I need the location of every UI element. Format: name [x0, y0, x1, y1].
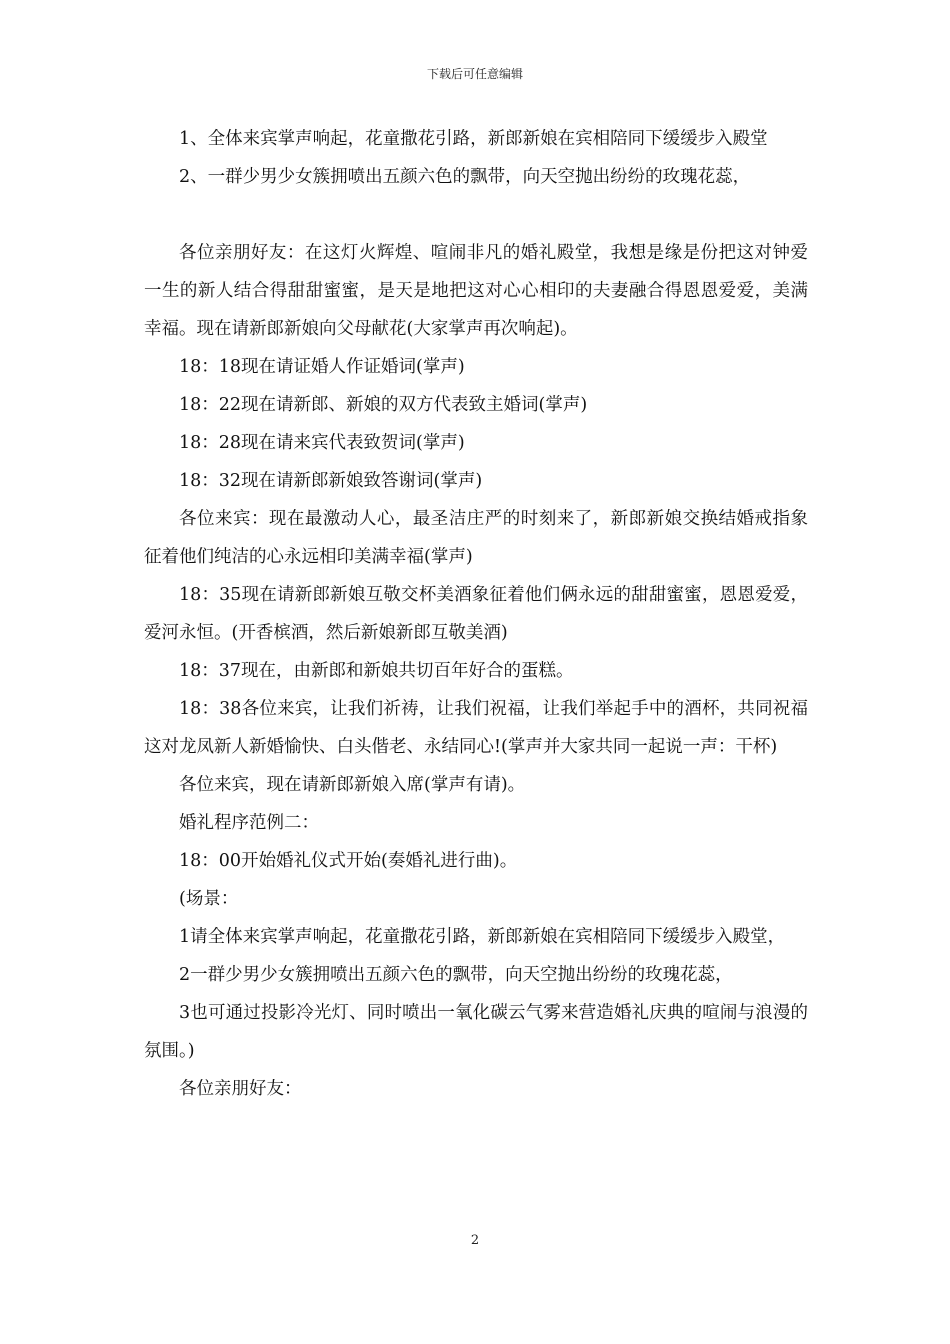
paragraph-15: (场景：	[179, 889, 239, 909]
document-body	[144, 120, 808, 1108]
paragraph-11: 18：38各位来宾，让我们祈祷，让我们祝福，让我们举起手中的酒杯，共同祝福这对龙凤新人新婚愉快、白头偕老、永结同心!(掌声并大家共同一起说一声：干杯)	[144, 699, 808, 757]
paragraph-19: 各位亲朋好友：	[179, 1079, 302, 1099]
paragraph-4: 18：18现在请证婚人作证婚词(掌声)	[179, 357, 465, 377]
paragraph-2: 2、一群少男少女簇拥喷出五颜六色的飘带，向天空抛出纷纷的玫瑰花蕊，	[179, 167, 751, 187]
paragraph-3: 各位亲朋好友：在这灯火辉煌、喧闹非凡的婚礼殿堂，我想是缘是份把这对钟爱一生的新人结合得甜甜蜜蜜，是天是地把这对心心相印的夫妻融合得恩恩爱爱，美满幸福。现在请新郎新娘向父母献花(大家掌声再次响起)。	[144, 243, 808, 339]
paragraph-5: 18：22现在请新郎、新娘的双方代表致主婚词(掌声)	[179, 395, 588, 415]
paragraph-7: 18：32现在请新郎新娘致答谢词(掌声)	[179, 471, 483, 491]
paragraph-12: 各位来宾，现在请新郎新娘入席(掌声有请)。	[179, 775, 526, 795]
page-number: 2	[470, 1233, 480, 1248]
paragraph-13: 婚礼程序范例二：	[179, 813, 319, 833]
paragraph-16: 1请全体来宾掌声响起，花童撒花引路，新郎新娘在宾相陪同下缓缓步入殿堂，	[179, 927, 786, 947]
paragraph-17: 2一群少男少女簇拥喷出五颜六色的飘带，向天空抛出纷纷的玫瑰花蕊，	[179, 965, 733, 985]
page-header: 下载后可任意编辑	[426, 67, 523, 81]
paragraph-1: 1、全体来宾掌声响起，花童撒花引路，新郎新娘在宾相陪同下缓缓步入殿堂	[179, 129, 768, 149]
paragraph-18: 3也可通过投影冷光灯、同时喷出一氧化碳云气雾来营造婚礼庆典的喧闹与浪漫的氛围。)	[144, 1003, 808, 1061]
paragraph-10: 18：37现在，由新郎和新娘共切百年好合的蛋糕。	[179, 661, 574, 681]
paragraph-8: 各位来宾：现在最激动人心，最圣洁庄严的时刻来了，新郎新娘交换结婚戒指象征着他们纯洁的心永远相印美满幸福(掌声)	[144, 509, 808, 567]
paragraph-9: 18：35现在请新郎新娘互敬交杯美酒象征着他们俩永远的甜甜蜜蜜，恩恩爱爱，爱河永恒。(开香槟酒，然后新娘新郎互敬美酒)	[144, 585, 808, 643]
paragraph-6: 18：28现在请来宾代表致贺词(掌声)	[179, 433, 465, 453]
paragraph-14: 18：00开始婚礼仪式开始(奏婚礼进行曲)。	[179, 851, 518, 871]
